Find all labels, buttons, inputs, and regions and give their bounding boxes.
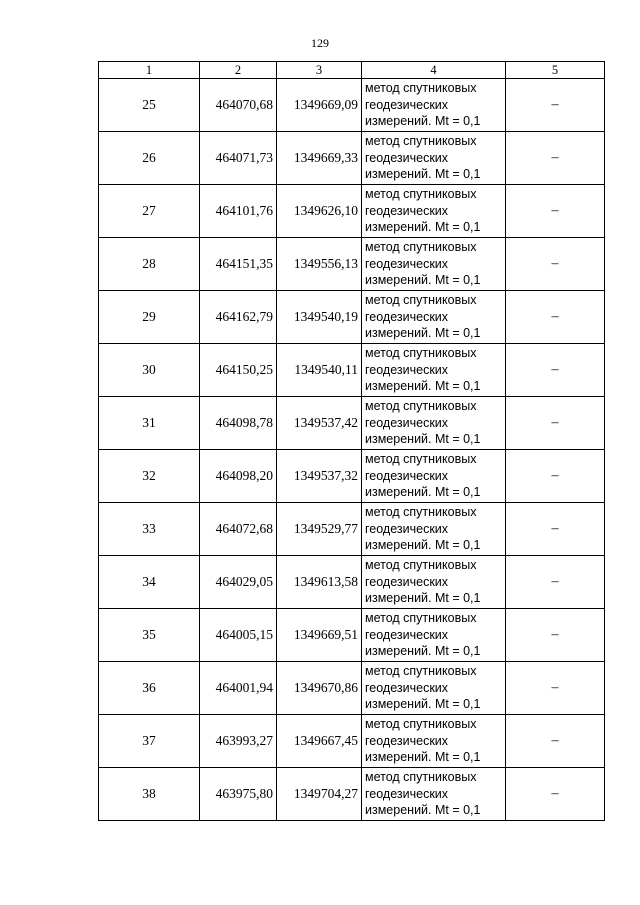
y-coordinate-cell: 1349529,77 — [277, 503, 362, 556]
table-row — [99, 768, 605, 821]
method-cell — [362, 397, 506, 450]
x-coordinate-cell: 464001,94 — [200, 662, 277, 715]
x-coordinate-cell: 464098,78 — [200, 397, 277, 450]
method-text-line: измерений. Mt = 0,1 — [365, 114, 481, 129]
note-cell: – — [506, 450, 605, 503]
y-coordinate-cell: 1349556,13 — [277, 238, 362, 291]
method-text-line: измерений. Mt = 0,1 — [365, 167, 481, 182]
method-text-line: измерений. Mt = 0,1 — [365, 591, 481, 606]
y-coordinate-cell: 1349540,19 — [277, 291, 362, 344]
point-number-cell: 35 — [99, 609, 200, 662]
y-coordinate-cell: 1349669,33 — [277, 132, 362, 185]
method-text-line: метод спутниковых — [365, 81, 477, 96]
method-text-line: метод спутниковых — [365, 187, 477, 202]
method-text-line: измерений. Mt = 0,1 — [365, 326, 481, 341]
method-cell — [362, 715, 506, 768]
method-text-line: метод спутниковых — [365, 664, 477, 679]
note-cell: – — [506, 238, 605, 291]
note-cell: – — [506, 768, 605, 821]
point-number-cell: 34 — [99, 556, 200, 609]
note-cell: – — [506, 609, 605, 662]
note-cell: – — [506, 79, 605, 132]
method-cell — [362, 291, 506, 344]
method-cell — [362, 450, 506, 503]
method-text-line: измерений. Mt = 0,1 — [365, 273, 481, 288]
method-text-line: измерений. Mt = 0,1 — [365, 750, 481, 765]
point-number-cell: 32 — [99, 450, 200, 503]
x-coordinate-cell: 464071,73 — [200, 132, 277, 185]
method-text-line: измерений. Mt = 0,1 — [365, 644, 481, 659]
point-number-cell: 31 — [99, 397, 200, 450]
y-coordinate-cell: 1349667,45 — [277, 715, 362, 768]
note-cell: – — [506, 662, 605, 715]
method-text-line: метод спутниковых — [365, 346, 477, 361]
x-coordinate-cell: 464150,25 — [200, 344, 277, 397]
method-text-line: метод спутниковых — [365, 717, 477, 732]
method-text-line: геодезических — [365, 203, 449, 218]
table-body — [99, 79, 605, 821]
point-number-cell: 36 — [99, 662, 200, 715]
y-coordinate-cell: 1349537,42 — [277, 397, 362, 450]
y-coordinate-cell: 1349670,86 — [277, 662, 362, 715]
table-row — [99, 132, 605, 185]
method-text-line: измерений. Mt = 0,1 — [365, 803, 481, 818]
method-text-line: геодезических — [365, 150, 449, 165]
method-text-line: геодезических — [365, 574, 449, 589]
note-cell: – — [506, 503, 605, 556]
column-header-1: 1 — [99, 62, 200, 79]
method-text-line: метод спутниковых — [365, 293, 477, 308]
table-row — [99, 450, 605, 503]
x-coordinate-cell: 464098,20 — [200, 450, 277, 503]
method-text-line: метод спутниковых — [365, 611, 477, 626]
point-number-cell: 27 — [99, 185, 200, 238]
note-cell: – — [506, 556, 605, 609]
note-cell: – — [506, 291, 605, 344]
method-text-line: измерений. Mt = 0,1 — [365, 432, 481, 447]
method-text-line: геодезических — [365, 627, 449, 642]
table-row — [99, 397, 605, 450]
method-text-line: геодезических — [365, 468, 449, 483]
method-cell — [362, 238, 506, 291]
method-cell — [362, 185, 506, 238]
note-cell: – — [506, 132, 605, 185]
method-cell — [362, 132, 506, 185]
coordinates-table — [98, 61, 605, 821]
x-coordinate-cell: 464101,76 — [200, 185, 277, 238]
table-row — [99, 344, 605, 397]
column-header-4: 4 — [362, 62, 506, 79]
x-coordinate-cell: 464029,05 — [200, 556, 277, 609]
point-number-cell: 29 — [99, 291, 200, 344]
method-text-line: измерений. Mt = 0,1 — [365, 220, 481, 235]
table-row — [99, 715, 605, 768]
method-text-line: метод спутниковых — [365, 399, 477, 414]
method-text-line: метод спутниковых — [365, 134, 477, 149]
point-number-cell: 26 — [99, 132, 200, 185]
table-row — [99, 556, 605, 609]
point-number-cell: 30 — [99, 344, 200, 397]
method-text-line: метод спутниковых — [365, 770, 477, 785]
method-cell — [362, 609, 506, 662]
method-text-line: геодезических — [365, 733, 449, 748]
y-coordinate-cell: 1349669,09 — [277, 79, 362, 132]
table-row — [99, 609, 605, 662]
method-text-line: геодезических — [365, 521, 449, 536]
method-text-line: геодезических — [365, 786, 449, 801]
table-row — [99, 185, 605, 238]
method-text-line: измерений. Mt = 0,1 — [365, 485, 481, 500]
table-header-row — [99, 62, 605, 79]
x-coordinate-cell: 464162,79 — [200, 291, 277, 344]
table-row — [99, 79, 605, 132]
method-text-line: измерений. Mt = 0,1 — [365, 538, 481, 553]
x-coordinate-cell: 464070,68 — [200, 79, 277, 132]
method-cell — [362, 768, 506, 821]
method-text-line: геодезических — [365, 415, 449, 430]
table-row — [99, 238, 605, 291]
table-row — [99, 662, 605, 715]
method-text-line: метод спутниковых — [365, 558, 477, 573]
column-header-2: 2 — [200, 62, 277, 79]
x-coordinate-cell: 464072,68 — [200, 503, 277, 556]
y-coordinate-cell: 1349704,27 — [277, 768, 362, 821]
y-coordinate-cell: 1349537,32 — [277, 450, 362, 503]
method-text-line: метод спутниковых — [365, 240, 477, 255]
table-row — [99, 291, 605, 344]
method-text-line: измерений. Mt = 0,1 — [365, 697, 481, 712]
method-text-line: геодезических — [365, 97, 449, 112]
method-cell — [362, 556, 506, 609]
y-coordinate-cell: 1349540,11 — [277, 344, 362, 397]
point-number-cell: 25 — [99, 79, 200, 132]
method-text-line: метод спутниковых — [365, 452, 477, 467]
method-cell — [362, 79, 506, 132]
note-cell: – — [506, 715, 605, 768]
x-coordinate-cell: 464005,15 — [200, 609, 277, 662]
y-coordinate-cell: 1349613,58 — [277, 556, 362, 609]
method-text-line: геодезических — [365, 309, 449, 324]
point-number-cell: 28 — [99, 238, 200, 291]
note-cell: – — [506, 185, 605, 238]
column-header-5: 5 — [506, 62, 605, 79]
y-coordinate-cell: 1349669,51 — [277, 609, 362, 662]
method-cell — [362, 503, 506, 556]
method-text-line: геодезических — [365, 680, 449, 695]
method-text-line: геодезических — [365, 362, 449, 377]
x-coordinate-cell: 463975,80 — [200, 768, 277, 821]
method-cell — [362, 662, 506, 715]
method-text-line: геодезических — [365, 256, 449, 271]
page-number: 129 — [311, 36, 329, 50]
column-header-3: 3 — [277, 62, 362, 79]
note-cell: – — [506, 397, 605, 450]
note-cell: – — [506, 344, 605, 397]
method-text-line: метод спутниковых — [365, 505, 477, 520]
method-text-line: измерений. Mt = 0,1 — [365, 379, 481, 394]
x-coordinate-cell: 464151,35 — [200, 238, 277, 291]
y-coordinate-cell: 1349626,10 — [277, 185, 362, 238]
method-cell — [362, 344, 506, 397]
x-coordinate-cell: 463993,27 — [200, 715, 277, 768]
point-number-cell: 38 — [99, 768, 200, 821]
table-row — [99, 503, 605, 556]
point-number-cell: 37 — [99, 715, 200, 768]
point-number-cell: 33 — [99, 503, 200, 556]
